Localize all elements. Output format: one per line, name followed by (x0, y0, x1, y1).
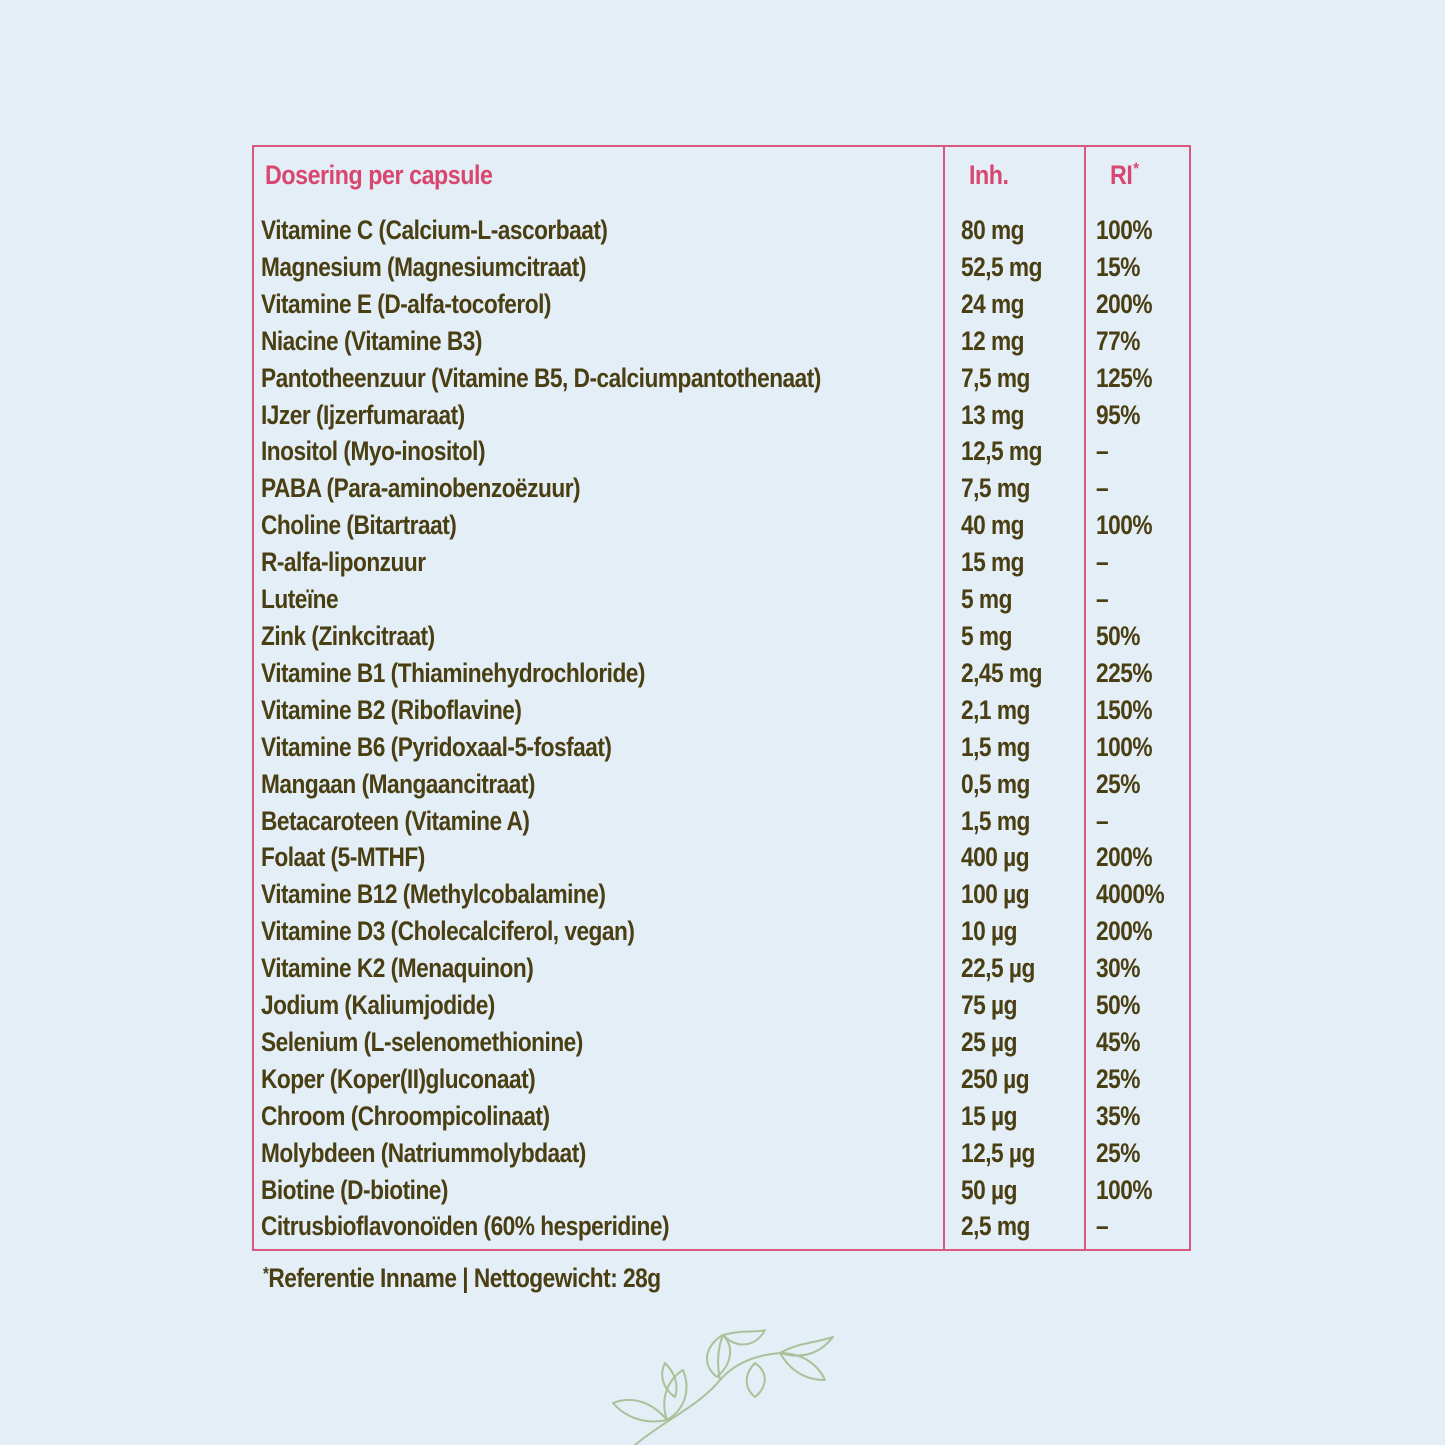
ingredient-ri: 25% (1096, 1137, 1140, 1168)
table-row (254, 286, 1189, 323)
header-ri-asterisk: * (1133, 159, 1139, 178)
table-row (254, 507, 1189, 544)
table-row (254, 1208, 1189, 1245)
ingredient-ri: 30% (1096, 953, 1140, 984)
ingredient-amount: 40 mg (961, 510, 1025, 541)
nutrition-table (252, 145, 1191, 1251)
table-row (254, 1061, 1189, 1098)
ingredient-name: Vitamine D3 (Cholecalciferol, vegan) (261, 916, 635, 947)
ingredient-name: Luteïne (261, 584, 339, 615)
ingredient-amount: 5 mg (961, 620, 1012, 651)
table-row (254, 433, 1189, 470)
ingredient-name: PABA (Para-aminobenzoëzuur) (261, 473, 581, 504)
table-row (254, 692, 1189, 729)
ingredient-name: Inositol (Myo-inositol) (261, 436, 485, 467)
ingredient-amount: 400 µg (961, 842, 1030, 873)
table-row (254, 655, 1189, 692)
ingredient-name: Vitamine B2 (Riboflavine) (261, 694, 522, 725)
table-row (254, 766, 1189, 803)
ingredient-amount: 2,5 mg (961, 1211, 1030, 1242)
ingredient-ri: 200% (1096, 288, 1152, 319)
ingredient-amount: 50 µg (961, 1174, 1017, 1205)
ingredient-amount: 12 mg (961, 325, 1025, 356)
footnote-text: Referentie Inname | Nettogewicht: 28g (268, 1263, 661, 1293)
table-row (254, 839, 1189, 876)
table-row (254, 1024, 1189, 1061)
ingredient-ri: 100% (1096, 1174, 1152, 1205)
ingredient-amount: 7,5 mg (961, 473, 1030, 504)
footnote-asterisk: * (263, 1264, 269, 1284)
ingredient-amount: 0,5 mg (961, 768, 1030, 799)
table-row (254, 470, 1189, 507)
ingredient-amount: 1,5 mg (961, 731, 1030, 762)
ingredient-name: Magnesium (Magnesiumcitraat) (261, 251, 586, 282)
ingredient-ri: 100% (1096, 215, 1152, 245)
header-amount (969, 157, 1009, 193)
ingredient-ri: 25% (1096, 768, 1140, 799)
table-row (254, 544, 1189, 581)
ingredient-name: Zink (Zinkcitraat) (261, 620, 435, 651)
ingredient-ri: – (1096, 1211, 1109, 1242)
ingredient-amount: 2,1 mg (961, 694, 1030, 725)
ingredient-amount: 2,45 mg (961, 657, 1042, 688)
ingredient-amount: 13 mg (961, 399, 1025, 430)
table-row (254, 913, 1189, 950)
ingredient-amount: 10 µg (961, 916, 1017, 947)
ingredient-ri: 35% (1096, 1100, 1140, 1131)
ingredient-ri: 125% (1096, 362, 1152, 393)
ingredient-amount: 52,5 mg (961, 251, 1042, 282)
ingredient-ri: 25% (1096, 1063, 1140, 1094)
ingredient-ri: 150% (1096, 694, 1152, 725)
ingredient-name: Vitamine B1 (Thiaminehydrochloride) (261, 657, 645, 688)
ingredient-amount: 1,5 mg (961, 805, 1030, 836)
ingredient-name: Pantotheenzuur (Vitamine B5, D-calciumpantothenaat) (261, 362, 821, 393)
ingredient-name: Choline (Bitartraat) (261, 510, 457, 541)
table-row (254, 1098, 1189, 1135)
header-ri (1110, 157, 1138, 193)
ingredient-ri: 50% (1096, 620, 1140, 651)
ingredient-name: Vitamine C (Calcium-L-ascorbaat) (261, 215, 608, 245)
ingredient-name: Molybdeen (Natriummolybdaat) (261, 1137, 586, 1168)
ingredient-name: R-alfa-liponzuur (261, 547, 426, 578)
ingredient-name: Mangaan (Mangaancitraat) (261, 768, 535, 799)
ingredient-ri: 15% (1096, 251, 1140, 282)
ingredient-name: Betacaroteen (Vitamine A) (261, 805, 530, 836)
table-row (254, 360, 1189, 397)
ingredient-amount: 15 mg (961, 547, 1025, 578)
header-dosage (265, 157, 493, 193)
ingredient-amount: 12,5 µg (961, 1137, 1035, 1168)
ingredient-ri: 225% (1096, 657, 1152, 688)
table-row (254, 212, 1189, 249)
ingredient-amount: 75 µg (961, 990, 1017, 1021)
ingredient-ri: 45% (1096, 1026, 1140, 1057)
table-row (254, 397, 1189, 434)
ingredient-name: IJzer (Ijzerfumaraat) (261, 399, 465, 430)
table-row (254, 876, 1189, 913)
ingredient-name: Niacine (Vitamine B3) (261, 325, 482, 356)
ingredient-amount: 15 µg (961, 1100, 1017, 1131)
ingredient-ri: 4000% (1096, 879, 1165, 910)
ingredient-ri: 50% (1096, 990, 1140, 1021)
ingredient-ri: 200% (1096, 916, 1152, 947)
ingredient-amount: 25 µg (961, 1026, 1017, 1057)
ingredient-name: Koper (Koper(II)gluconaat) (261, 1063, 536, 1094)
ingredient-amount: 80 mg (961, 215, 1025, 245)
footnote (263, 1260, 661, 1296)
table-body (254, 212, 1189, 1245)
table-row (254, 987, 1189, 1024)
ingredient-ri: 200% (1096, 842, 1152, 873)
header-ri-label: RI (1110, 160, 1133, 190)
ingredient-ri: – (1096, 584, 1109, 615)
ingredient-name: Chroom (Chroompicolinaat) (261, 1100, 550, 1131)
ingredient-amount: 250 µg (961, 1063, 1030, 1094)
ingredient-ri: – (1096, 473, 1109, 504)
ingredient-amount: 22,5 µg (961, 953, 1035, 984)
ingredient-name: Vitamine E (D-alfa-tocoferol) (261, 288, 551, 319)
ingredient-name: Citrusbioflavonoïden (60% hesperidine) (261, 1211, 670, 1242)
ingredient-ri: – (1096, 547, 1109, 578)
ingredient-amount: 7,5 mg (961, 362, 1030, 393)
ingredient-amount: 100 µg (961, 879, 1030, 910)
ingredient-ri: 95% (1096, 399, 1140, 430)
table-row (254, 323, 1189, 360)
table-row (254, 1172, 1189, 1209)
leaf-sprig-icon (605, 1325, 840, 1445)
ingredient-name: Vitamine B6 (Pyridoxaal-5-fosfaat) (261, 731, 612, 762)
ingredient-amount: 5 mg (961, 584, 1012, 615)
ingredient-ri: – (1096, 436, 1109, 467)
ingredient-name: Vitamine K2 (Menaquinon) (261, 953, 534, 984)
ingredient-name: Selenium (L-selenomethionine) (261, 1026, 583, 1057)
table-row (254, 803, 1189, 840)
ingredient-ri: 77% (1096, 325, 1140, 356)
ingredient-ri: 100% (1096, 510, 1152, 541)
table-row (254, 729, 1189, 766)
ingredient-amount: 12,5 mg (961, 436, 1042, 467)
table-row (254, 249, 1189, 286)
ingredient-ri: – (1096, 805, 1109, 836)
table-row (254, 950, 1189, 987)
ingredient-amount: 24 mg (961, 288, 1025, 319)
table-row (254, 618, 1189, 655)
ingredient-name: Jodium (Kaliumjodide) (261, 990, 495, 1021)
ingredient-name: Vitamine B12 (Methylcobalamine) (261, 879, 606, 910)
ingredient-ri: 100% (1096, 731, 1152, 762)
ingredient-name: Biotine (D-biotine) (261, 1174, 448, 1205)
header-amount-label: Inh. (969, 160, 1009, 190)
ingredient-name: Folaat (5-MTHF) (261, 842, 425, 873)
header-dosage-label: Dosering per capsule (265, 160, 493, 190)
table-row (254, 581, 1189, 618)
table-row (254, 1135, 1189, 1172)
